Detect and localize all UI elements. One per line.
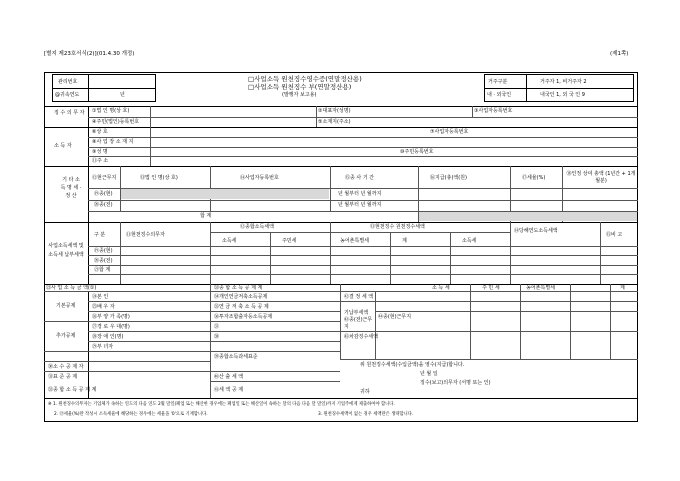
tax-section: 사업소득세액 및 소득세 납부세액 [48,243,84,258]
basic-item-1: ㉕배 우 자 [92,304,115,310]
right-head-3: 계 [620,285,625,291]
tax-row-1: ⑳종(전) [94,258,113,264]
mid-0: ㉝종 합 소 득 공 제 계 [214,285,263,291]
manage-no-label: 관리번호 [58,79,78,85]
prev-row-0: ⑲종(현) [94,191,113,197]
prev-total: 합 계 [200,213,212,219]
page-label: (제1쪽) [610,51,629,57]
title-line-2: □사업소득 원천징수 부(연말정산용) [248,83,352,91]
confirm-2: 년 월 일 [420,371,438,377]
payer-corp-name: ①법 인 명(상 호) [92,108,130,114]
residence-value: 거주자 1, 비거주자 2 [540,79,587,85]
tax-col-5: ⑮비 고 [606,232,623,238]
tax-sub-0: 소득세 [222,238,237,244]
tax-sub-2: 농어촌특별세 [340,238,369,244]
prev-col-2: ⑭사업자등록번호 [240,175,279,181]
mid-4: ㊲ [214,324,220,330]
right-head-0: 소 득 세 [432,285,450,291]
add-item-0: ㉗경 로 우 대(명) [92,324,130,330]
basic-item-0: ㉔본 인 [92,294,109,300]
prev-period-1: 년 월부터 년 월까지 [338,202,382,208]
nationality-label: 내 · 외국인 [487,92,512,98]
prev-col-5: ⑰세율(%) [522,175,546,181]
right-row-1: 기납부세액 ㊸종(전)근무지 [344,310,373,330]
mid-8: ㊶세 액 공 제 [214,387,244,393]
right-head-1: 주 민 세 [482,285,500,291]
year-label: @귀속연도 [55,92,80,98]
mid-1: ㉞개인연금저축소득공제 [214,294,268,300]
tax-col-1: ⑪현천징수의무자 [126,232,165,238]
prev-row-1: ⑳종(전) [94,202,113,208]
title-sub: (발행자 보고용) [282,92,317,98]
earner-trade-name: ⑥상 호 [92,129,108,135]
tax-col-0: 구 분 [94,232,106,238]
form-label: [별지 제23호서식(2)](01.4.30 개정) [44,51,135,57]
prev-col-6: ⑱인정 상여 총액 (1년간 + 1개월분) [566,171,636,184]
tax-col-4: ⑭당해연도소득세액 [514,228,558,234]
note-1: ※ 1. 원천징수의무자는 기업체가 속하는 연도의 다음 연도 2월 말일(폐업 또는 해산한 경우에는 폐업일 또는 해산일이 속하는 달의 다음 다음 달 말일)까지 기업주에게 제출하여야 합니다. [48,402,395,407]
right-row-0: ㊷결 정 세 액 [344,294,374,300]
earner-resident-no: ⑩주민등록번호 [400,149,434,155]
add-item-2: ㉙부 녀자 [92,344,114,350]
mid-7: ㊵산 출 세 액 [214,374,244,380]
mid-5: ㊳ [214,334,220,340]
basic-item-2: ㉖부 양 가 족(명) [92,314,130,320]
payer-biz-no: ③사업자등록번호 [474,108,513,114]
add-item-1: ㉘장 애 인(명) [92,334,124,340]
earner-section: 소 득 자 [54,143,72,149]
tax-row-0: ⑲종(현) [94,248,113,254]
residence-label: 거주구분 [488,79,508,85]
confirm-4: 귀하 [360,389,370,395]
note-2: 2. ⑰세율(%)란 작성시 소득세율에 해당하는 경우에는 세율을 '0'으로 기재합니다. [54,412,208,417]
total-label: ㉜종 합 소 득 공 제 계 [48,387,97,393]
right-row-2: ㊹종(현)근무지 [378,314,412,320]
right-head-2: 농어촌특별세 [526,285,555,291]
confirm-1: 위 원천징수세액(수입금액)을 영수(지급)합니다. [360,362,465,368]
note-3: 3. 원천징수세액이 없는 경우 세액란은 생략합니다. [318,412,414,417]
tax-col-3: ⑬현천징수 원천징수세액 [370,224,425,230]
prev-col-4: ⑯지급(총)액(원) [430,175,467,181]
earner-biz-address: ⑧사 업 장 소 재 지 [92,139,134,145]
tax-row-2: ㉑합 계 [94,267,111,273]
mid-2: ㉟연 금 저 축 소 득 공 제 [214,304,269,310]
mid-3: ㊱투자조합출자등소득공제 [214,314,273,320]
confirm-3: 징수(보고)의무자 (서명 또는 인) [420,380,491,386]
earner-name: ⑨성 명 [92,149,108,155]
prev-period-0: 년 월부터 년 월까지 [338,191,382,197]
tax-sub-3: 계 [402,238,407,244]
prev-col-1: ⑬법 인 명(상 호) [140,175,178,181]
payer-corp-reg: ④주민(법인)등록번호 [92,119,140,125]
prev-col-0: ⑫현근무지 [92,175,117,181]
small-label: ㉚소 수 공 제 자 [48,364,84,370]
nationality-value: 내국인 1, 외 국 인 9 [540,92,585,98]
payer-section: 징 수 의 무 자 [54,110,85,116]
tax-sub-1: 주민세 [282,238,297,244]
std-label: ㉛표 준 공 제 [48,374,78,380]
earner-address: ⑪주 소 [92,158,109,164]
prev-col-3: ⑮종 사 기 간 [345,175,375,181]
add-label: 추가공제 [56,333,76,339]
payer-address: ⑤소재지(주소) [318,119,351,125]
year-unit: 년 [120,92,125,98]
right-row-3: ㊺차감징수세액 [344,334,378,340]
tax-sub-4: 소득세 [462,238,477,244]
basic-label: 기본공제 [56,303,76,309]
mid-6: ㊴종합소득과세표준 [214,354,258,360]
title-line-1: □사업소득 원천징수영수증(연말정산용) [248,75,362,83]
prev-work-section: 기 타 소 득 명 세 · 정 산 [60,177,82,199]
earner-biz-no: ⑦사업자등록번호 [430,129,469,135]
business-income: ㉓사 업 소 득 금 액(①) [46,285,97,291]
tax-col-2: ⑫종합소득세액 [240,224,274,230]
payer-rep-name: ②대표자(성명) [318,108,351,114]
